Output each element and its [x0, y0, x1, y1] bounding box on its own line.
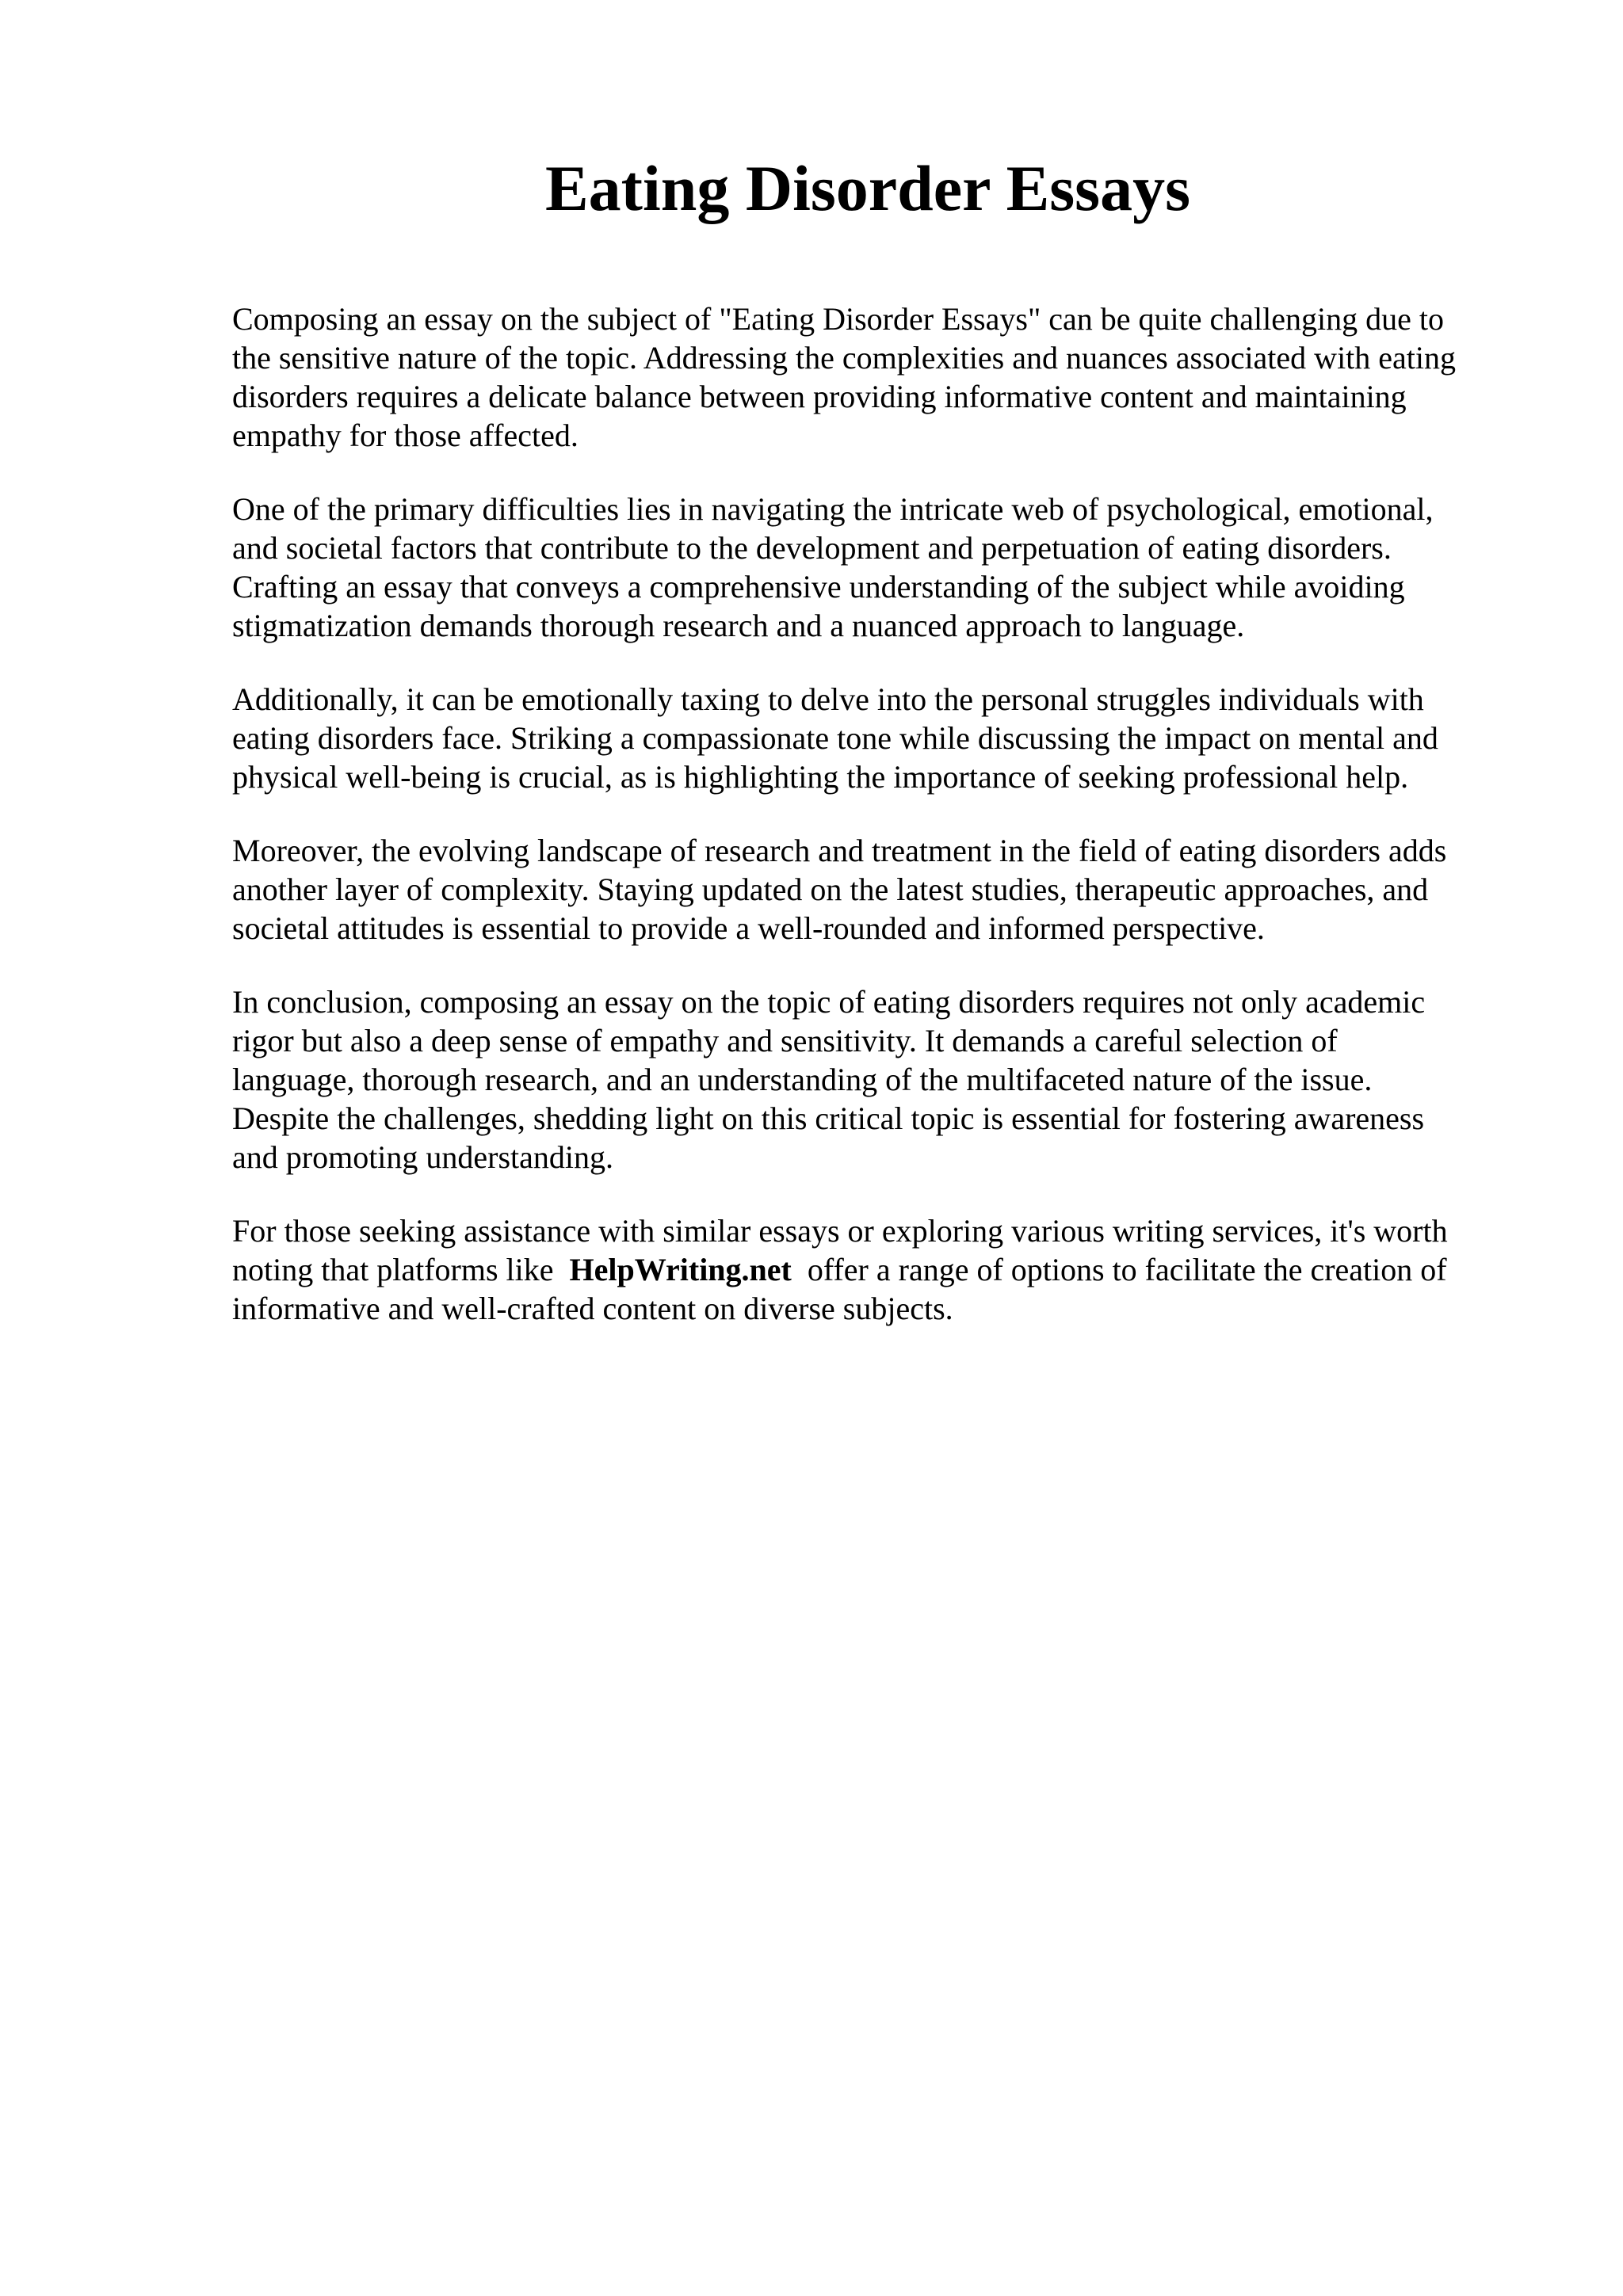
text-line: language, thorough research, and an understanding of the multifaceted nature of the issue.: [232, 1062, 1373, 1097]
text-line: In conclusion, composing an essay on the topic of eating disorders requires not only academic: [232, 984, 1426, 1020]
text-line: eating disorders face. Striking a compassionate tone while discussing the impact on mental and: [232, 720, 1438, 756]
text-line: For those seeking assistance with similar essays or exploring various writing services, it's worth: [232, 1213, 1448, 1249]
text-line: and promoting understanding.: [232, 1139, 614, 1175]
essay-body: [232, 299, 1532, 1363]
text-line: another layer of complexity. Staying updated on the latest studies, therapeutic approaches, and: [232, 871, 1429, 907]
text-line-with-brand: [232, 1250, 1532, 1289]
text-line: the sensitive nature of the topic. Addressing the complexities and nuances associated with eating: [232, 340, 1457, 376]
text-line: physical well-being is crucial, as is highlighting the importance of seeking professional help.: [232, 759, 1409, 795]
paragraph-emotional: [232, 680, 1532, 796]
helpwriting-brand-link[interactable]: HelpWriting.net: [569, 1252, 792, 1287]
text-line: Despite the challenges, shedding light on this critical topic is essential for fostering awareness: [232, 1100, 1425, 1136]
text-line: One of the primary difficulties lies in navigating the intricate web of psychological, emotional,: [232, 491, 1434, 527]
paragraph-research: [232, 831, 1532, 948]
text-line: disorders requires a delicate balance between providing informative content and maintaining: [232, 379, 1407, 414]
paragraph-difficulties: [232, 490, 1532, 645]
text-line: Crafting an essay that conveys a comprehensive understanding of the subject while avoiding: [232, 569, 1405, 605]
text-line: Moreover, the evolving landscape of research and treatment in the field of eating disorders adds: [232, 833, 1447, 868]
text-line: and societal factors that contribute to the development and perpetuation of eating disorders.: [232, 530, 1392, 566]
paragraph-conclusion: [232, 982, 1532, 1177]
text-line: rigor but also a deep sense of empathy and sensitivity. It demands a careful selection of: [232, 1023, 1338, 1058]
text-line: stigmatization demands thorough research and a nuanced approach to language.: [232, 608, 1245, 643]
text-line: Additionally, it can be emotionally taxing to delve into the personal struggles individuals with: [232, 681, 1424, 717]
page-title: Eating Disorder Essays: [544, 152, 1191, 224]
text-line: societal attitudes is essential to provide a well-rounded and informed perspective.: [232, 910, 1265, 946]
paragraph-closing: [232, 1211, 1532, 1328]
closing-text-before: noting that platforms like: [232, 1252, 554, 1287]
paragraph-intro: [232, 299, 1532, 455]
text-line: empathy for those affected.: [232, 418, 579, 453]
closing-text-after: offer a range of options to facilitate the creation of: [807, 1252, 1447, 1287]
text-line: Composing an essay on the subject of "Eating Disorder Essays" can be quite challenging due to: [232, 301, 1444, 337]
text-line: informative and well-crafted content on diverse subjects.: [232, 1291, 953, 1326]
